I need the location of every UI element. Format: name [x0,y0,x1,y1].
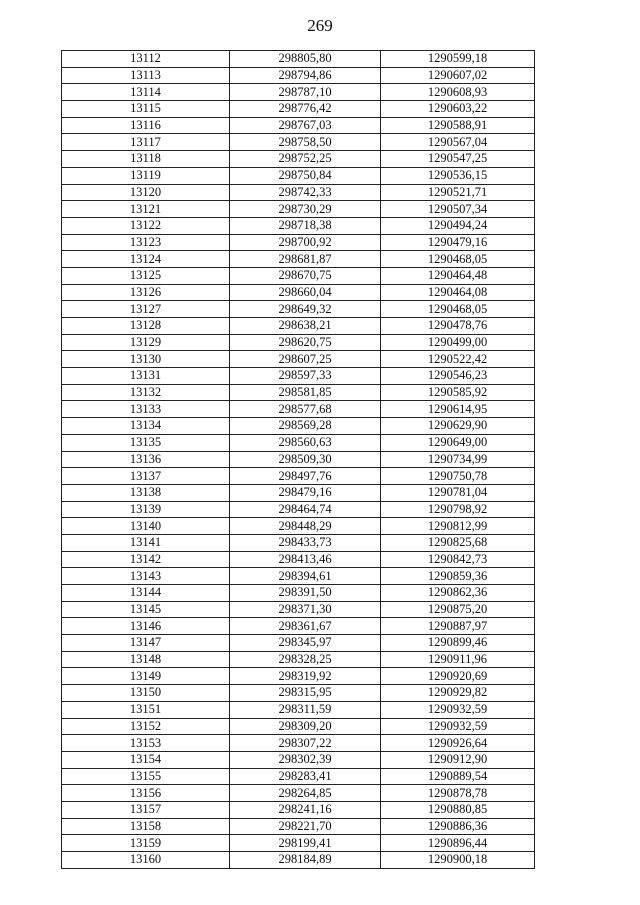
point-number-cell: 13149 [62,668,230,685]
point-number-cell: 13138 [62,484,230,501]
point-number-cell: 13150 [62,685,230,702]
point-number-cell: 13143 [62,568,230,585]
y-coordinate-cell: 1290932,59 [381,701,535,718]
y-coordinate-cell: 1290825,68 [381,534,535,551]
point-number-cell: 13135 [62,434,230,451]
table-row [62,685,535,702]
table-row [62,768,535,785]
x-coordinate-cell: 298497,76 [230,468,381,485]
point-number-cell: 13160 [62,852,230,869]
y-coordinate-cell: 1290862,36 [381,585,535,602]
x-coordinate-cell: 298509,30 [230,451,381,468]
x-coordinate-cell: 298241,16 [230,801,381,818]
table-row [62,134,535,151]
y-coordinate-cell: 1290521,71 [381,184,535,201]
point-number-cell: 13130 [62,351,230,368]
y-coordinate-cell: 1290920,69 [381,668,535,685]
table-row [62,651,535,668]
y-coordinate-cell: 1290887,97 [381,618,535,635]
x-coordinate-cell: 298433,73 [230,534,381,551]
point-number-cell: 13134 [62,418,230,435]
y-coordinate-cell: 1290912,90 [381,751,535,768]
point-number-cell: 13112 [62,51,230,68]
x-coordinate-cell: 298597,33 [230,368,381,385]
y-coordinate-cell: 1290614,95 [381,401,535,418]
y-coordinate-cell: 1290734,99 [381,451,535,468]
table-row [62,284,535,301]
y-coordinate-cell: 1290464,08 [381,284,535,301]
table-row [62,217,535,234]
table-row [62,418,535,435]
table-row [62,101,535,118]
point-number-cell: 13156 [62,785,230,802]
table-row [62,601,535,618]
table-row [62,735,535,752]
point-number-cell: 13125 [62,267,230,284]
table-row [62,401,535,418]
x-coordinate-cell: 298805,80 [230,51,381,68]
point-number-cell: 13144 [62,585,230,602]
x-coordinate-cell: 298776,42 [230,101,381,118]
point-number-cell: 13132 [62,384,230,401]
table-row [62,67,535,84]
x-coordinate-cell: 298758,50 [230,134,381,151]
x-coordinate-cell: 298577,68 [230,401,381,418]
point-number-cell: 13121 [62,201,230,218]
x-coordinate-cell: 298620,75 [230,334,381,351]
point-number-cell: 13114 [62,84,230,101]
point-number-cell: 13122 [62,217,230,234]
x-coordinate-cell: 298199,41 [230,835,381,852]
y-coordinate-cell: 1290599,18 [381,51,535,68]
y-coordinate-cell: 1290842,73 [381,551,535,568]
point-number-cell: 13153 [62,735,230,752]
x-coordinate-cell: 298307,22 [230,735,381,752]
x-coordinate-cell: 298302,39 [230,751,381,768]
x-coordinate-cell: 298311,59 [230,701,381,718]
y-coordinate-cell: 1290522,42 [381,351,535,368]
table-row [62,368,535,385]
table-row [62,318,535,335]
table-row [62,267,535,284]
x-coordinate-cell: 298371,30 [230,601,381,618]
y-coordinate-cell: 1290878,78 [381,785,535,802]
table-row [62,434,535,451]
point-number-cell: 13116 [62,117,230,134]
table-row [62,635,535,652]
x-coordinate-cell: 298315,95 [230,685,381,702]
y-coordinate-cell: 1290911,96 [381,651,535,668]
x-coordinate-cell: 298681,87 [230,251,381,268]
point-number-cell: 13119 [62,167,230,184]
y-coordinate-cell: 1290494,24 [381,217,535,234]
y-coordinate-cell: 1290567,04 [381,134,535,151]
y-coordinate-cell: 1290608,93 [381,84,535,101]
x-coordinate-cell: 298787,10 [230,84,381,101]
table-row [62,334,535,351]
y-coordinate-cell: 1290607,02 [381,67,535,84]
point-number-cell: 13155 [62,768,230,785]
x-coordinate-cell: 298638,21 [230,318,381,335]
x-coordinate-cell: 298767,03 [230,117,381,134]
x-coordinate-cell: 298700,92 [230,234,381,251]
x-coordinate-cell: 298649,32 [230,301,381,318]
point-number-cell: 13136 [62,451,230,468]
point-number-cell: 13152 [62,718,230,735]
x-coordinate-cell: 298560,63 [230,434,381,451]
x-coordinate-cell: 298479,16 [230,484,381,501]
table-row [62,818,535,835]
x-coordinate-cell: 298328,25 [230,651,381,668]
coordinates-table [61,50,535,869]
y-coordinate-cell: 1290585,92 [381,384,535,401]
table-row [62,51,535,68]
point-number-cell: 13142 [62,551,230,568]
table-row [62,484,535,501]
y-coordinate-cell: 1290547,25 [381,151,535,168]
x-coordinate-cell: 298607,25 [230,351,381,368]
point-number-cell: 13124 [62,251,230,268]
y-coordinate-cell: 1290812,99 [381,518,535,535]
y-coordinate-cell: 1290926,64 [381,735,535,752]
x-coordinate-cell: 298309,20 [230,718,381,735]
point-number-cell: 13145 [62,601,230,618]
table-row [62,785,535,802]
table-row [62,117,535,134]
y-coordinate-cell: 1290875,20 [381,601,535,618]
x-coordinate-cell: 298750,84 [230,167,381,184]
y-coordinate-cell: 1290798,92 [381,501,535,518]
y-coordinate-cell: 1290929,82 [381,685,535,702]
x-coordinate-cell: 298184,89 [230,852,381,869]
x-coordinate-cell: 298718,38 [230,217,381,234]
table-row [62,384,535,401]
point-number-cell: 13139 [62,501,230,518]
x-coordinate-cell: 298221,70 [230,818,381,835]
table-row [62,534,535,551]
y-coordinate-cell: 1290899,46 [381,635,535,652]
table-row [62,585,535,602]
point-number-cell: 13120 [62,184,230,201]
table-row [62,501,535,518]
point-number-cell: 13118 [62,151,230,168]
y-coordinate-cell: 1290499,00 [381,334,535,351]
x-coordinate-cell: 298660,04 [230,284,381,301]
table-row [62,451,535,468]
y-coordinate-cell: 1290464,48 [381,267,535,284]
point-number-cell: 13131 [62,368,230,385]
table-row [62,551,535,568]
point-number-cell: 13147 [62,635,230,652]
y-coordinate-cell: 1290896,44 [381,835,535,852]
point-number-cell: 13129 [62,334,230,351]
y-coordinate-cell: 1290603,22 [381,101,535,118]
y-coordinate-cell: 1290536,15 [381,167,535,184]
table-row [62,301,535,318]
y-coordinate-cell: 1290859,36 [381,568,535,585]
table-row [62,167,535,184]
y-coordinate-cell: 1290880,85 [381,801,535,818]
y-coordinate-cell: 1290468,05 [381,301,535,318]
y-coordinate-cell: 1290649,00 [381,434,535,451]
table-row [62,234,535,251]
table-row [62,518,535,535]
point-number-cell: 13159 [62,835,230,852]
table-row [62,568,535,585]
x-coordinate-cell: 298413,46 [230,551,381,568]
x-coordinate-cell: 298581,85 [230,384,381,401]
point-number-cell: 13115 [62,101,230,118]
point-number-cell: 13137 [62,468,230,485]
table-row [62,701,535,718]
point-number-cell: 13133 [62,401,230,418]
point-number-cell: 13148 [62,651,230,668]
x-coordinate-cell: 298319,92 [230,668,381,685]
y-coordinate-cell: 1290886,36 [381,818,535,835]
table-row [62,852,535,869]
table-row [62,468,535,485]
y-coordinate-cell: 1290900,18 [381,852,535,869]
table-row [62,251,535,268]
x-coordinate-cell: 298361,67 [230,618,381,635]
x-coordinate-cell: 298730,29 [230,201,381,218]
table-row [62,351,535,368]
table-row [62,835,535,852]
point-number-cell: 13117 [62,134,230,151]
table-row [62,618,535,635]
x-coordinate-cell: 298794,86 [230,67,381,84]
point-number-cell: 13154 [62,751,230,768]
point-number-cell: 13127 [62,301,230,318]
x-coordinate-cell: 298345,97 [230,635,381,652]
y-coordinate-cell: 1290781,04 [381,484,535,501]
x-coordinate-cell: 298464,74 [230,501,381,518]
table-body [62,51,535,869]
y-coordinate-cell: 1290478,76 [381,318,535,335]
y-coordinate-cell: 1290479,16 [381,234,535,251]
point-number-cell: 13128 [62,318,230,335]
y-coordinate-cell: 1290588,91 [381,117,535,134]
table-row [62,718,535,735]
y-coordinate-cell: 1290750,78 [381,468,535,485]
y-coordinate-cell: 1290932,59 [381,718,535,735]
x-coordinate-cell: 298283,41 [230,768,381,785]
x-coordinate-cell: 298742,33 [230,184,381,201]
table-row [62,201,535,218]
point-number-cell: 13123 [62,234,230,251]
x-coordinate-cell: 298448,29 [230,518,381,535]
y-coordinate-cell: 1290507,34 [381,201,535,218]
table-row [62,801,535,818]
x-coordinate-cell: 298752,25 [230,151,381,168]
page-number: 269 [307,16,333,35]
point-number-cell: 13157 [62,801,230,818]
table-row [62,184,535,201]
table-row [62,151,535,168]
point-number-cell: 13141 [62,534,230,551]
x-coordinate-cell: 298569,28 [230,418,381,435]
point-number-cell: 13113 [62,67,230,84]
x-coordinate-cell: 298264,85 [230,785,381,802]
point-number-cell: 13126 [62,284,230,301]
table-row [62,668,535,685]
y-coordinate-cell: 1290889,54 [381,768,535,785]
point-number-cell: 13140 [62,518,230,535]
point-number-cell: 13146 [62,618,230,635]
y-coordinate-cell: 1290546,23 [381,368,535,385]
point-number-cell: 13158 [62,818,230,835]
y-coordinate-cell: 1290468,05 [381,251,535,268]
table-row [62,751,535,768]
point-number-cell: 13151 [62,701,230,718]
x-coordinate-cell: 298391,50 [230,585,381,602]
x-coordinate-cell: 298670,75 [230,267,381,284]
x-coordinate-cell: 298394,61 [230,568,381,585]
y-coordinate-cell: 1290629,90 [381,418,535,435]
table-row [62,84,535,101]
